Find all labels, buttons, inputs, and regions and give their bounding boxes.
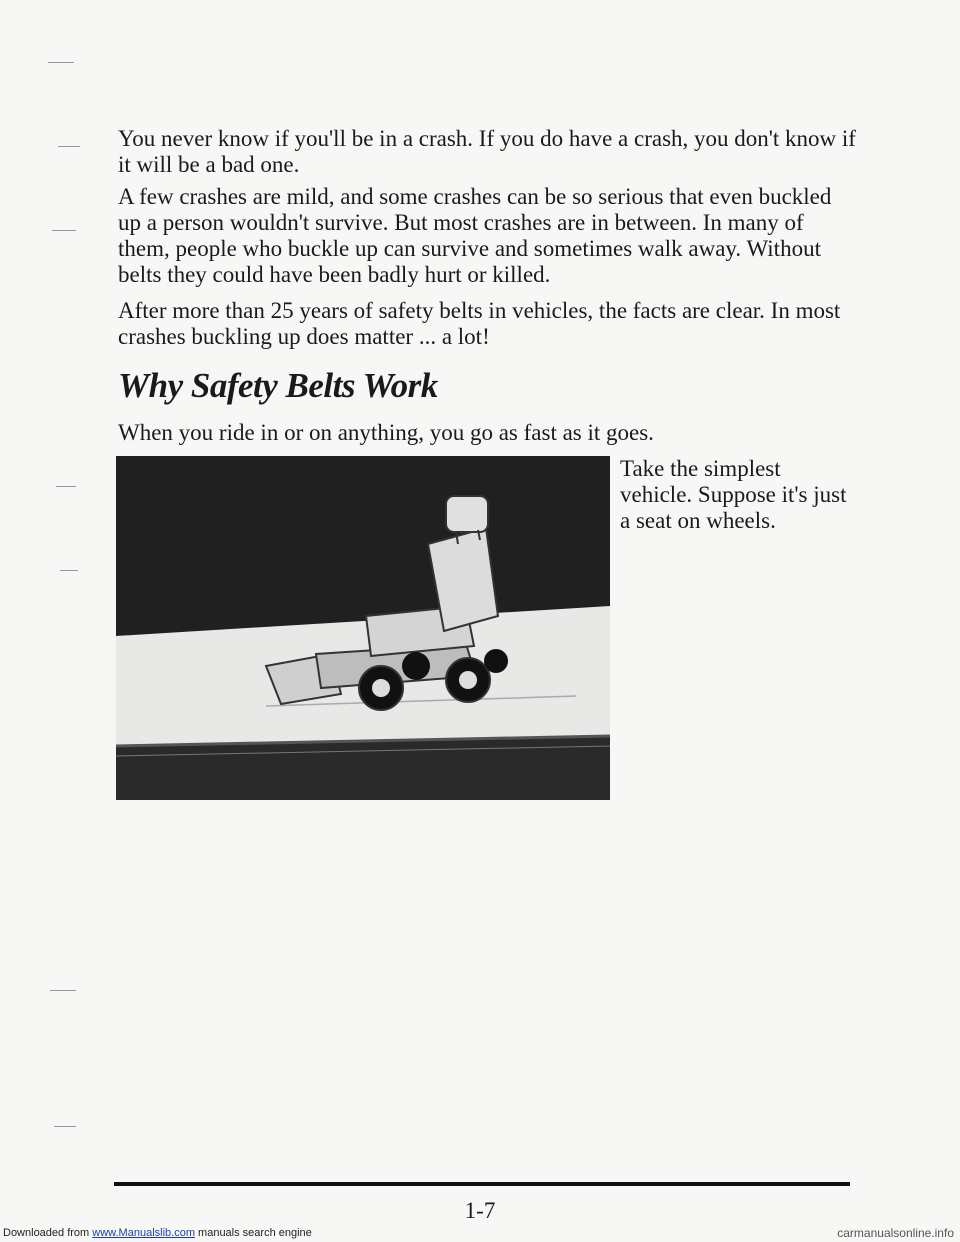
- footer-rule: [114, 1182, 850, 1186]
- manualslib-link[interactable]: www.Manualslib.com: [92, 1227, 195, 1239]
- download-footer: [0, 1228, 960, 1242]
- margin-mark: [52, 230, 76, 231]
- section-heading: Why Safety Belts Work: [118, 366, 438, 405]
- footer-prefix: Downloaded from: [3, 1227, 93, 1239]
- paragraph-safety-facts: After more than 25 years of safety belts in vehicles, the facts are clear. In most crashes buckling up does matter ... a lot!: [118, 298, 841, 349]
- paragraph-crash-severity: A few crashes are mild, and some crashes can be so serious that even buckled up a person wouldn't survive. But most crashes are in between. In many of them, people who buckle up can survive and sometimes walk away. Without belts they could have been badly hurt or killed.: [118, 184, 832, 287]
- page-number: 1-7: [464, 1198, 496, 1223]
- margin-mark: [58, 146, 80, 147]
- margin-mark: [50, 990, 76, 991]
- paragraph-crash-unknown: You never know if you'll be in a crash. If you do have a crash, you don't know if it will be a bad one.: [118, 126, 856, 177]
- seat-on-wheels-illustration: [116, 456, 610, 800]
- margin-mark: [54, 1126, 76, 1127]
- margin-mark: [56, 486, 76, 487]
- seat-on-wheels-drawing: [116, 456, 610, 800]
- watermark: carmanualsonline.info: [837, 1226, 954, 1240]
- section-intro: When you ride in or on anything, you go as fast as it goes.: [118, 420, 654, 445]
- side-caption: Take the simplest vehicle. Suppose it's just a seat on wheels.: [620, 456, 847, 533]
- footer-source: [3, 1226, 312, 1240]
- margin-mark: [48, 62, 74, 63]
- margin-mark: [60, 570, 78, 571]
- footer-suffix: manuals search engine: [194, 1227, 312, 1239]
